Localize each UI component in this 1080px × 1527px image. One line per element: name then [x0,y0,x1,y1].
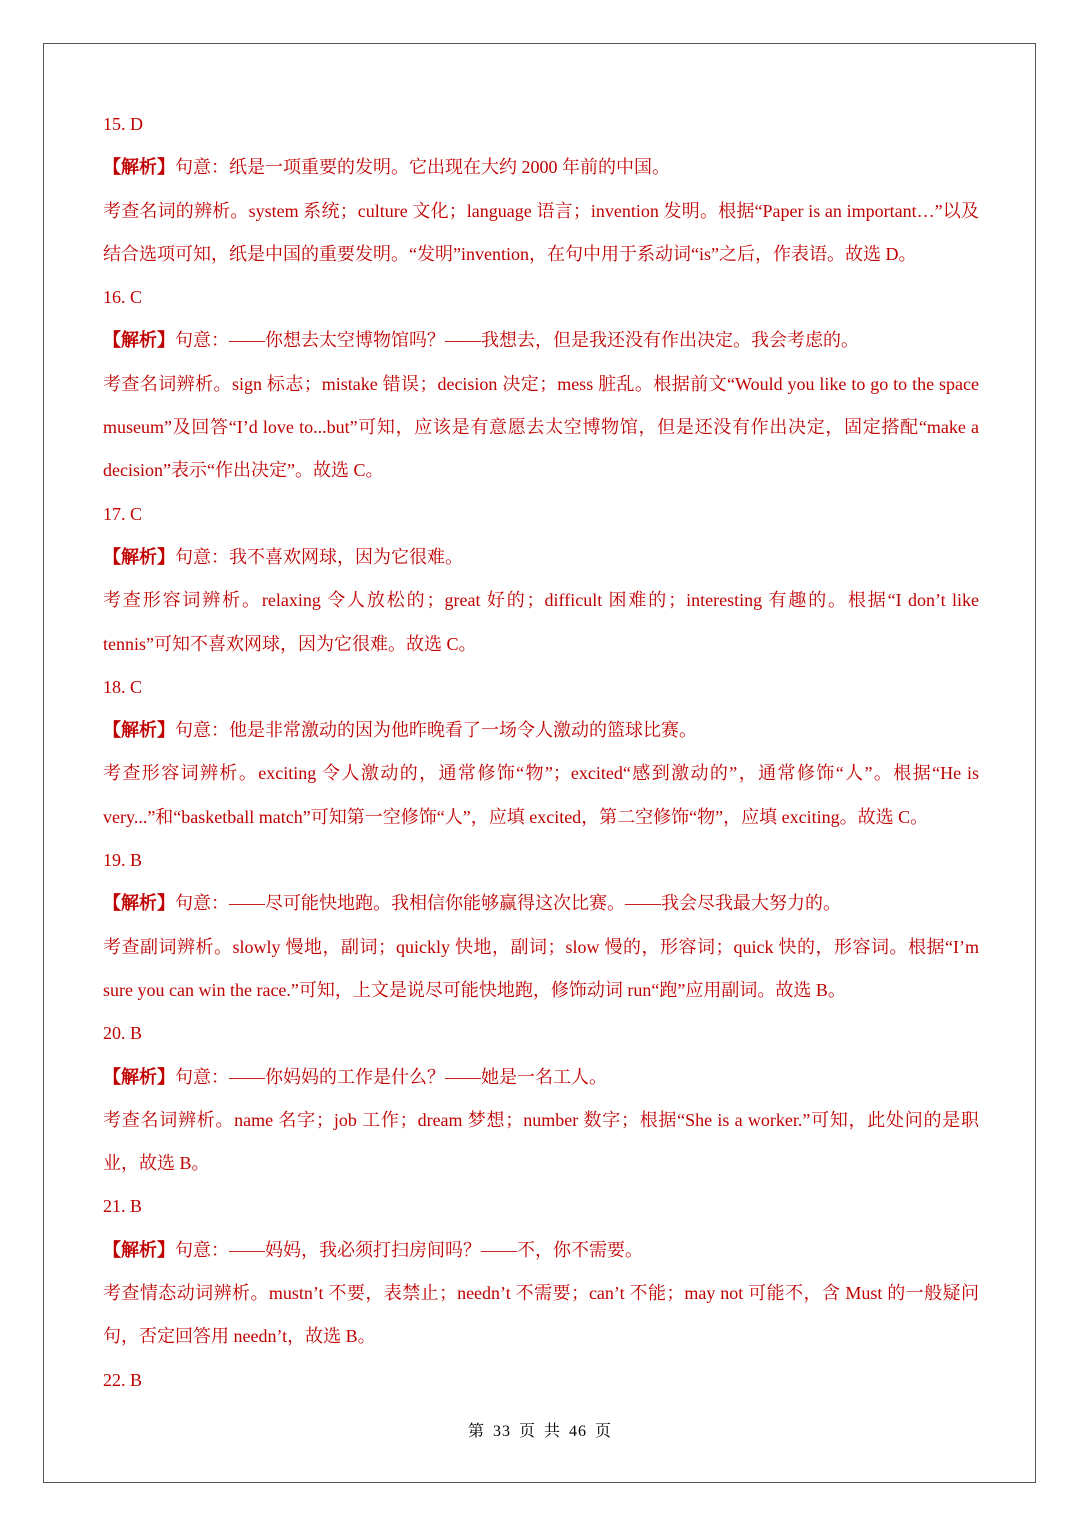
sentence-meaning [103,536,979,579]
answer-item-17 [103,493,979,666]
answer-item-15 [103,103,979,276]
analysis-label: 【解析】 [103,1239,175,1260]
answer-number: 21. B [103,1196,143,1217]
answer-number: 19. B [103,850,143,871]
sentence-text: 句意：他是非常激动的因为他昨晚看了一场令人激动的篮球比赛。 [175,720,697,741]
analysis-text: 考查名词辨析。sign 标志；mistake 错误；decision 决定；mess 脏乱。根据前文“Would you like to go to the space museum”及回答“I’d love to...but”可知，应该是有意愿去太空博物馆，但是还没有作出决定，固定搭配“make a decision”表示“作出决定”。故选 C。 [103,373,979,481]
analysis-text: 考查情态动词辨析。mustn’t 不要，表禁止；needn’t 不需要；can’t 不能；may not 可能不，含 Must 的一般疑问句，否定回答用 needn’t，故选 B。 [103,1283,979,1347]
sentence-text: 句意：——你妈妈的工作是什么？——她是一名工人。 [175,1066,607,1087]
sentence-meaning [103,146,979,189]
page-footer [0,1418,1080,1441]
sentence-text: 句意：——你想去太空博物馆吗？——我想去，但是我还没有作出决定。我会考虑的。 [175,330,859,351]
sentence-text: 句意：——尽可能快地跑。我相信你能够赢得这次比赛。——我会尽我最大努力的。 [175,893,841,914]
sentence-meaning [103,882,979,925]
analysis-label: 【解析】 [103,1066,175,1087]
analysis-label: 【解析】 [103,720,175,741]
sentence-text: 句意：——妈妈，我必须打扫房间吗？——不，你不需要。 [175,1239,643,1260]
analysis-text: 考查副词辨析。slowly 慢地，副词；quickly 快地，副词；slow 慢的，形容词；quick 快的，形容词。根据“I’m sure you can win the race.”可知，上文是说尽可能快地跑，修饰动词 run“跑”应用副词。故选 B。 [103,936,979,1000]
current-page-number: 33 [492,1423,511,1440]
answer-item-22 [103,1359,979,1402]
footer-ye: 页 [518,1423,536,1440]
footer-gong: 共 [544,1423,562,1440]
analysis-label: 【解析】 [103,893,175,914]
answer-number: 17. C [103,503,143,524]
answer-item-16 [103,276,979,492]
analysis-text: 考查名词辨析。name 名字；job 工作；dream 梦想；number 数字；根据“She is a worker.”可知，此处问的是职业，故选 B。 [103,1109,979,1174]
analysis-label: 【解析】 [103,157,175,178]
analysis-label: 【解析】 [103,546,175,567]
analysis-text: 考查形容词辨析。exciting 令人激动的，通常修饰“物”；excited“感到激动的”，通常修饰“人”。根据“He is very...”和“basketball match”可知第一空修饰“人”，应填 excited，第二空修饰“物”，应填 exciting。故选 C。 [103,763,979,827]
analysis-text: 考查形容词辨析。relaxing 令人放松的；great 好的；difficult 困难的；interesting 有趣的。根据“I don’t like tennis”可知不喜欢网球，因为它很难。故选 C。 [103,590,979,654]
answer-number: 18. C [103,676,143,697]
answer-item-19 [103,839,979,1012]
sentence-meaning [103,709,979,752]
sentence-meaning [103,1056,979,1099]
sentence-text: 句意：纸是一项重要的发明。它出现在大约 2000 年前的中国。 [175,157,670,178]
answer-item-21 [103,1185,979,1358]
answer-item-20 [103,1012,979,1185]
footer-di: 第 [467,1423,485,1440]
sentence-meaning [103,1229,979,1272]
answer-number: 22. B [103,1369,143,1390]
answer-item-18 [103,666,979,839]
footer-ye: 页 [595,1423,613,1440]
answer-content [103,103,979,1402]
analysis-label: 【解析】 [103,330,175,351]
sentence-text: 句意：我不喜欢网球，因为它很难。 [175,546,463,567]
answer-number: 15. D [103,114,143,134]
answer-number: 16. C [103,287,143,308]
answer-number: 20. B [103,1023,143,1044]
total-page-number: 46 [569,1423,588,1440]
sentence-meaning [103,319,979,362]
analysis-text: 考查名词的辨析。system 系统；culture 文化；language 语言；invention 发明。根据“Paper is an important…”以及结合选项可知，纸是中国的重要发明。“发明”invention，在句中用于系动词“is”之后，作表语。故选 D。 [103,200,979,264]
